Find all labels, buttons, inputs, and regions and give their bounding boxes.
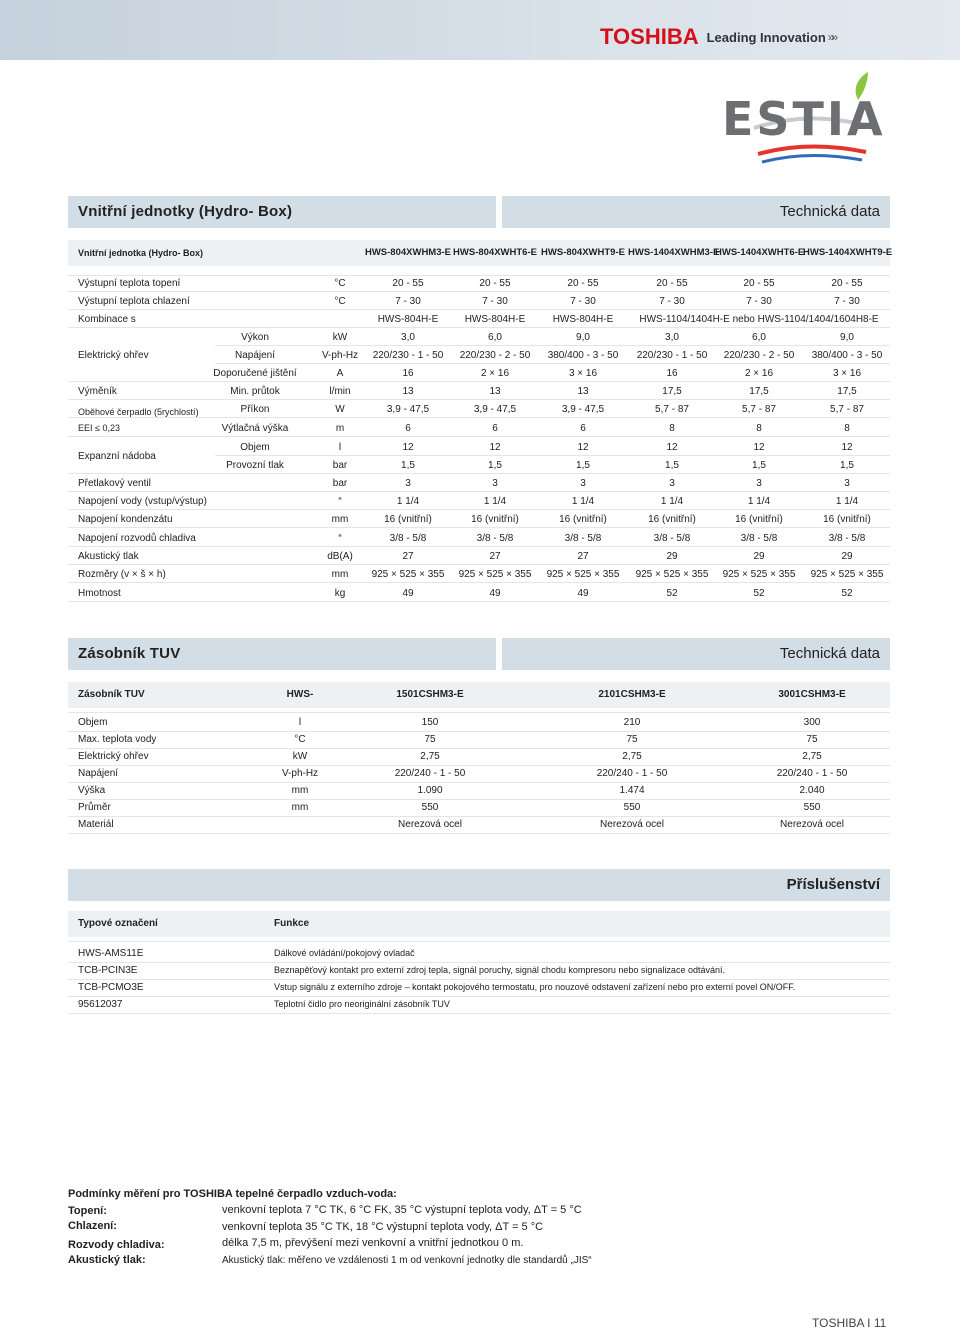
table-cell: 16 (vnitřní)	[384, 514, 432, 525]
table-cell: 6	[580, 423, 586, 434]
accessory-type: TCB-PCIN3E	[78, 965, 138, 976]
table-cell: 210	[623, 717, 641, 728]
table-header-label: Vnitřní jednotka (Hydro- Box)	[78, 248, 204, 258]
row-unit: °C	[334, 278, 346, 289]
conditions-title: Podmínky měření pro TOSHIBA tepelné čerpadlo vzduch-voda:	[68, 1188, 397, 1200]
table-cell: 49	[577, 588, 589, 599]
table-cell: 3/8 - 5/8	[653, 533, 691, 544]
table-cell: 1 1/4	[660, 496, 684, 507]
table-cell: 20 - 55	[479, 278, 511, 289]
row-label: Elektrický ohřev	[78, 751, 149, 762]
row-label: Přetlakový ventil	[78, 478, 151, 489]
table-cell: 6	[492, 423, 498, 434]
table-cell: 20 - 55	[743, 278, 775, 289]
section-tank-title: Zásobník TUV	[78, 645, 181, 662]
row-divider	[68, 712, 890, 713]
row-divider	[68, 962, 890, 963]
row-label: Výměník	[78, 386, 117, 397]
row-unit: “	[338, 533, 342, 544]
table-cell: 3	[669, 478, 675, 489]
table-header-prefix: HWS-	[286, 689, 314, 700]
table-cell: 2 × 16	[480, 368, 510, 379]
row-divider	[68, 436, 890, 437]
row-unit: °C	[294, 734, 306, 745]
table-cell: 220/230 - 1 - 50	[372, 350, 444, 361]
row-unit: mm	[331, 514, 349, 525]
accessory-col-function: Funkce	[274, 918, 310, 929]
table-cell: 16 (vnitřní)	[471, 514, 519, 525]
table-cell: 1.090	[417, 785, 443, 796]
row-divider	[68, 816, 890, 817]
accessory-function: Dálkové ovládání/pokojový ovladač	[274, 948, 415, 958]
row-label: Napojení kondenzátu	[78, 514, 173, 525]
model-header: HWS-1404XWHM3-E	[628, 247, 720, 258]
row-label: Objem	[78, 717, 108, 728]
condition-label: Rozvody chladiva:	[68, 1239, 165, 1251]
table-cell: 52	[666, 588, 678, 599]
table-cell: 17,5	[662, 386, 682, 397]
accessory-type: 95612037	[78, 999, 123, 1010]
table-cell: 27	[577, 551, 589, 562]
table-cell: 925 × 525 × 355	[722, 569, 796, 580]
section-hydrobox-tag: Technická data	[779, 203, 880, 220]
table-cell: 29	[753, 551, 765, 562]
table-header-bg	[68, 911, 890, 937]
table-cell-span: HWS-1104/1404H-E nebo HWS-1104/1404/1604H8-E	[639, 314, 879, 325]
table-cell: 1,5	[840, 460, 854, 471]
table-cell: 3,9 - 47,5	[386, 404, 430, 415]
table-cell: 3/8 - 5/8	[828, 533, 866, 544]
row-unit: A	[336, 368, 344, 379]
row-divider	[68, 564, 890, 565]
table-cell: Nerezová ocel	[780, 819, 844, 830]
table-cell: 16 (vnitřní)	[559, 514, 607, 525]
table-cell: 3	[405, 478, 411, 489]
row-sublabel: Výkon	[241, 332, 269, 343]
table-cell: 3,9 - 47,5	[561, 404, 605, 415]
accessory-function: Teplotní čidlo pro neoriginální zásobník TUV	[274, 999, 450, 1009]
row-sublabel: Provozní tlak	[226, 460, 284, 471]
model-header: HWS-1404XWHT6-E	[715, 247, 805, 258]
table-cell: 2,75	[420, 751, 440, 762]
table-cell: 17,5	[837, 386, 857, 397]
table-cell: 1,5	[665, 460, 679, 471]
table-cell: 3/8 - 5/8	[389, 533, 427, 544]
condition-text: venkovní teplota 7 °C TK, 6 °C FK, 35 °C výstupní teplota vody, ΔT = 5 °C	[222, 1204, 582, 1216]
table-cell: 1 1/4	[396, 496, 420, 507]
row-divider	[68, 748, 890, 749]
table-cell: 3/8 - 5/8	[564, 533, 602, 544]
row-sublabel: Napájení	[234, 350, 276, 361]
row-divider	[68, 979, 890, 980]
row-label: Výstupní teplota topení	[78, 278, 181, 289]
table-cell: 7 - 30	[659, 296, 685, 307]
row-unit: “	[338, 496, 342, 507]
table-cell: 12	[577, 442, 589, 453]
table-cell: 7 - 30	[746, 296, 772, 307]
estia-wordmark: ESTIA	[722, 92, 886, 146]
row-divider	[68, 509, 890, 510]
table-cell: 220/230 - 1 - 50	[636, 350, 708, 361]
table-cell: 925 × 525 × 355	[371, 569, 445, 580]
table-cell: 550	[421, 802, 439, 813]
table-cell: 20 - 55	[656, 278, 688, 289]
row-divider	[68, 327, 890, 328]
table-cell: 12	[753, 442, 765, 453]
table-cell: 7 - 30	[834, 296, 860, 307]
model-header: HWS-804XWHT6-E	[453, 247, 537, 258]
table-cell: 75	[424, 734, 436, 745]
row-divider	[68, 1013, 890, 1014]
table-cell: 925 × 525 × 355	[546, 569, 620, 580]
table-cell: 12	[841, 442, 853, 453]
chevron-arrows-icon: »»	[827, 30, 836, 44]
row-divider	[68, 399, 890, 400]
row-sublabel: Příkon	[240, 404, 270, 415]
table-cell: Nerezová ocel	[600, 819, 664, 830]
table-cell: 2,75	[802, 751, 822, 762]
row-unit: bar	[332, 478, 348, 489]
row-divider	[68, 381, 890, 382]
table-cell: 75	[626, 734, 638, 745]
row-divider	[68, 491, 890, 492]
section-accessories-header	[68, 869, 890, 901]
condition-text: Akustický tlak: měřeno ve vzdálenosti 1 m od venkovní jednotky dle standardů „JIS“	[222, 1255, 592, 1266]
table-cell: 220/230 - 2 - 50	[723, 350, 795, 361]
brand-tagline: Leading Innovation	[706, 29, 826, 45]
table-cell: 20 - 55	[831, 278, 863, 289]
row-divider	[68, 782, 890, 783]
table-cell: 3 × 16	[832, 368, 862, 379]
model-header: 1501CSHM3-E	[396, 689, 464, 700]
row-label: Rozměry (v × š × h)	[78, 569, 166, 580]
row-unit: l	[338, 442, 342, 453]
table-cell: 1 1/4	[571, 496, 595, 507]
table-cell: 3,0	[665, 332, 679, 343]
table-cell: 220/240 - 1 - 50	[596, 768, 668, 779]
row-sublabel: Min. průtok	[230, 386, 280, 397]
table-cell: 220/240 - 1 - 50	[776, 768, 848, 779]
estia-logo	[718, 70, 896, 180]
table-cell: 52	[753, 588, 765, 599]
row-divider	[68, 799, 890, 800]
table-cell: 16	[402, 368, 414, 379]
row-divider	[68, 291, 890, 292]
section-accessories-tag: Příslušenství	[786, 876, 880, 893]
section-hydrobox-header	[68, 196, 890, 228]
model-header: HWS-1404XWHT9-E	[803, 247, 893, 258]
row-unit: mm	[331, 569, 349, 580]
brand-name: TOSHIBA	[600, 24, 699, 49]
row-divider	[215, 455, 890, 456]
table-cell: 1,5	[752, 460, 766, 471]
table-cell: 3,9 - 47,5	[473, 404, 517, 415]
table-cell: 7 - 30	[570, 296, 596, 307]
table-cell: 12	[402, 442, 414, 453]
row-label: Elektrický ohřev	[78, 350, 149, 361]
table-cell: 925 × 525 × 355	[635, 569, 709, 580]
table-cell: 6,0	[752, 332, 766, 343]
table-cell: 13	[577, 386, 589, 397]
table-cell: 9,0	[840, 332, 854, 343]
table-cell: 3	[492, 478, 498, 489]
table-cell: 13	[402, 386, 414, 397]
row-label: Akustický tlak	[78, 551, 139, 562]
page-number: 11	[873, 1316, 887, 1329]
row-divider	[68, 527, 890, 528]
accessory-col-type: Typové označení	[78, 918, 158, 929]
table-cell: 300	[803, 717, 821, 728]
brand-logo	[600, 24, 835, 50]
table-cell: 3 × 16	[568, 368, 598, 379]
table-cell: 150	[421, 717, 439, 728]
row-unit: l/min	[329, 386, 351, 397]
table-cell: HWS-804H-E	[464, 314, 526, 325]
row-unit: mm	[291, 785, 309, 796]
table-cell: 5,7 - 87	[830, 404, 864, 415]
table-cell: 8	[844, 423, 850, 434]
footer-brand: TOSHIBA	[812, 1316, 864, 1329]
table-cell: 925 × 525 × 355	[810, 569, 884, 580]
row-label: Výška	[78, 785, 106, 796]
table-cell: 52	[841, 588, 853, 599]
table-cell: 2 × 16	[744, 368, 774, 379]
row-unit: kg	[334, 588, 346, 599]
page-footer	[812, 1316, 886, 1329]
row-divider	[68, 941, 890, 942]
table-cell: 16 (vnitřní)	[823, 514, 871, 525]
row-unit: m	[335, 423, 345, 434]
table-cell: 9,0	[576, 332, 590, 343]
table-cell: 1,5	[401, 460, 415, 471]
table-cell: HWS-804H-E	[552, 314, 614, 325]
table-cell: 550	[623, 802, 641, 813]
section-tank-tag: Technická data	[779, 645, 880, 662]
table-cell: 1 1/4	[747, 496, 771, 507]
table-cell: 5,7 - 87	[742, 404, 776, 415]
row-label: Napojení vody (vstup/výstup)	[78, 496, 207, 507]
table-cell: 5,7 - 87	[655, 404, 689, 415]
row-label: Materiál	[78, 819, 114, 830]
table-cell: 1.474	[619, 785, 645, 796]
row-unit: °C	[334, 296, 346, 307]
table-cell: 1,5	[488, 460, 502, 471]
table-cell: 16 (vnitřní)	[735, 514, 783, 525]
table-cell: 2.040	[799, 785, 825, 796]
row-divider	[68, 601, 890, 602]
table-cell: HWS-804H-E	[377, 314, 439, 325]
row-sublabel: Doporučené jištění	[213, 368, 297, 379]
row-divider	[68, 582, 890, 583]
row-unit: l	[298, 717, 302, 728]
table-cell: 3	[580, 478, 586, 489]
condition-label: Topení:	[68, 1205, 107, 1217]
table-cell: 7 - 30	[482, 296, 508, 307]
table-cell: 3	[844, 478, 850, 489]
table-cell: 8	[669, 423, 675, 434]
table-cell: 220/240 - 1 - 50	[394, 768, 466, 779]
table-cell: 2,75	[622, 751, 642, 762]
accessory-type: TCB-PCMO3E	[78, 982, 144, 993]
accessory-function: Beznapěťový kontakt pro externí zdroj tepla, signál poruchy, signál chodu kompresoru nebo signalizace odtávání.	[274, 965, 725, 975]
model-header: HWS-804XWHT9-E	[541, 247, 625, 258]
table-cell: 13	[489, 386, 501, 397]
row-unit: dB(A)	[327, 551, 353, 562]
model-header: 2101CSHM3-E	[598, 689, 666, 700]
row-divider	[68, 546, 890, 547]
row-label: Oběhové čerpadlo (5rychlostí)	[78, 407, 199, 417]
table-cell: 6	[405, 423, 411, 434]
table-cell: 550	[803, 802, 821, 813]
model-header: HWS-804XWHM3-E	[364, 247, 452, 258]
model-header: 3001CSHM3-E	[778, 689, 846, 700]
row-divider	[68, 996, 890, 997]
row-label: Expanzní nádoba	[78, 451, 156, 462]
row-label: Průměr	[78, 802, 111, 813]
table-cell: 29	[841, 551, 853, 562]
table-cell: 27	[489, 551, 501, 562]
table-cell: Nerezová ocel	[398, 819, 462, 830]
row-divider	[68, 417, 890, 418]
table-cell: 3/8 - 5/8	[740, 533, 778, 544]
table-cell: 49	[402, 588, 414, 599]
row-divider	[68, 309, 890, 310]
table-cell: 12	[489, 442, 501, 453]
row-unit: V-ph-Hz	[321, 350, 359, 361]
table-cell: 1 1/4	[483, 496, 507, 507]
table-cell: 20 - 55	[392, 278, 424, 289]
table-cell: 220/230 - 2 - 50	[459, 350, 531, 361]
row-divider	[68, 731, 890, 732]
section-tank-header	[68, 638, 890, 670]
condition-label: Akustický tlak:	[68, 1254, 146, 1266]
row-label: Hmotnost	[78, 588, 121, 599]
footer-separator: I	[867, 1316, 871, 1329]
table-header-label: Zásobník TUV	[78, 689, 145, 700]
table-cell: 3	[756, 478, 762, 489]
section-hydrobox-title: Vnitřní jednotky (Hydro- Box)	[78, 203, 293, 220]
row-divider	[68, 765, 890, 766]
row-unit: bar	[332, 460, 348, 471]
row-divider	[68, 473, 890, 474]
row-sublabel: Objem	[240, 442, 270, 453]
condition-text: délka 7,5 m, převýšení mezi venkovní a vnitřní jednotkou 0 m.	[222, 1237, 524, 1249]
row-unit: mm	[291, 802, 309, 813]
table-cell: 29	[666, 551, 678, 562]
table-cell: 20 - 55	[567, 278, 599, 289]
table-cell: 16	[666, 368, 678, 379]
table-cell: 3,0	[401, 332, 415, 343]
table-cell: 12	[666, 442, 678, 453]
table-cell: 380/400 - 3 - 50	[547, 350, 619, 361]
table-cell: 49	[489, 588, 501, 599]
row-label: Výstupní teplota chlazení	[78, 296, 190, 307]
accessory-function: Vstup signálu z externího zdroje – kontakt pokojového termostatu, pro nouzové odstavení zařízení nebo pro externí povel ON/OFF.	[274, 982, 796, 992]
condition-label: Chlazení:	[68, 1220, 117, 1232]
row-label: Kombinace s	[78, 314, 136, 325]
table-cell: 8	[756, 423, 762, 434]
table-cell: 75	[806, 734, 818, 745]
accessory-type: HWS-AMS11E	[78, 948, 144, 959]
table-cell: 925 × 525 × 355	[458, 569, 532, 580]
row-unit: W	[335, 404, 345, 415]
table-cell: 1,5	[576, 460, 590, 471]
table-cell: 16 (vnitřní)	[648, 514, 696, 525]
table-cell: 1 1/4	[835, 496, 859, 507]
row-divider	[68, 275, 890, 276]
row-label: Napojení rozvodů chladiva	[78, 533, 196, 544]
row-label: EEI ≤ 0,23	[78, 423, 120, 433]
row-label: Napájení	[78, 768, 119, 779]
row-divider	[215, 363, 890, 364]
row-unit: V-ph-Hz	[281, 768, 319, 779]
table-cell: 7 - 30	[395, 296, 421, 307]
row-sublabel: Výtlačná výška	[221, 423, 289, 434]
row-divider	[215, 345, 890, 346]
table-cell: 27	[402, 551, 414, 562]
table-cell: 3/8 - 5/8	[476, 533, 514, 544]
row-divider	[68, 833, 890, 834]
condition-text: venkovní teplota 35 °C TK, 18 °C výstupní teplota vody, ΔT = 5 °C	[222, 1221, 544, 1233]
row-unit: kW	[332, 332, 348, 343]
table-cell: 17,5	[749, 386, 769, 397]
row-label: Max. teplota vody	[78, 734, 157, 745]
table-cell: 6,0	[488, 332, 502, 343]
table-cell: 380/400 - 3 - 50	[811, 350, 883, 361]
row-unit: kW	[292, 751, 308, 762]
